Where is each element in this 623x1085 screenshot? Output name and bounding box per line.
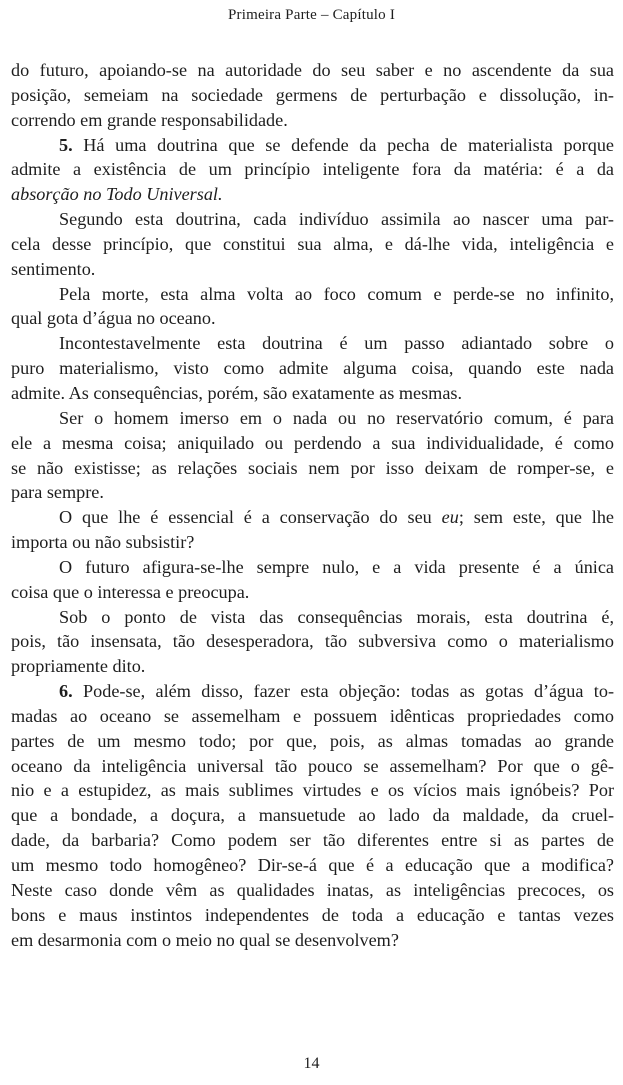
text-line bbox=[11, 182, 614, 207]
text-span: Há uma doutrina que se defende da pecha de materialista porque bbox=[83, 134, 614, 155]
text-line: admite a existência de um princípio inteligente fora da matéria: é a da bbox=[11, 159, 614, 180]
text-line bbox=[11, 133, 614, 158]
paragraph-item-5 bbox=[11, 133, 614, 208]
running-head: Primeira Parte – Capítulo I bbox=[227, 7, 396, 23]
text-line: cela desse princípio, que constitui sua alma, e dá-lhe vida, inteligência e bbox=[11, 233, 614, 254]
text-line: para sempre. bbox=[11, 482, 104, 503]
paragraph-number: 6. bbox=[59, 681, 73, 702]
paragraph-item-6 bbox=[11, 679, 614, 952]
paragraph bbox=[11, 406, 614, 505]
paragraph-continuation bbox=[11, 58, 614, 133]
text-line: puro materialismo, visto como admite alguma coisa, quando este nada bbox=[11, 358, 614, 379]
text-line: Sob o ponto de vista das consequências morais, esta doutrina é, bbox=[59, 606, 614, 627]
body-text bbox=[11, 58, 614, 952]
text-line bbox=[11, 679, 614, 704]
italic-phrase: absorção no Todo Universal. bbox=[11, 184, 223, 205]
text-line: sentimento. bbox=[11, 258, 96, 279]
text-line: O futuro afigura-se-lhe sempre nulo, e a vida presente é a única bbox=[59, 556, 614, 577]
text-span: ; sem este, que lhe bbox=[458, 507, 615, 528]
text-line: pois, tão insensata, tão desesperadora, tão subversiva como o materialismo bbox=[11, 631, 614, 652]
text-line: Incontestavelmente esta doutrina é um passo adiantado sobre o bbox=[59, 333, 614, 354]
text-span: O que lhe é essencial é a conservação do seu bbox=[59, 507, 442, 528]
paragraph bbox=[11, 207, 614, 282]
text-line: Ser o homem imerso em o nada ou no reservatório comum, é para bbox=[59, 407, 614, 428]
text-line: Neste caso donde vêm as qualidades inatas, as inteligências precoces, os bbox=[11, 879, 614, 900]
text-line: admite. As consequências, porém, são exatamente as mesmas. bbox=[11, 382, 463, 403]
text-line: coisa que o interessa e preocupa. bbox=[11, 581, 250, 602]
text-line: do futuro, apoiando-se na autoridade do seu saber e no ascendente da sua bbox=[11, 60, 614, 80]
paragraph bbox=[11, 605, 614, 680]
text-line: dade, da barbaria? Como podem ser tão diferentes entre si as partes de bbox=[11, 830, 614, 851]
text-line: que a bondade, a doçura, a mansuetude ao lado da maldade, da cruel- bbox=[11, 805, 614, 826]
italic-word: eu bbox=[441, 507, 459, 528]
text-line: bons e maus instintos independentes de toda a educação e tantas vezes bbox=[11, 904, 614, 925]
text-line bbox=[11, 505, 614, 530]
paragraph bbox=[11, 282, 614, 332]
text-line: oceano da inteligência universal tão pouco se assemelham? Por que o gê- bbox=[11, 755, 614, 776]
text-line: ele a mesma coisa; aniquilado ou perdendo a sua individualidade, é como bbox=[11, 432, 614, 453]
text-span: Pode-se, além disso, fazer esta objeção: todas as gotas d’água to- bbox=[83, 681, 614, 702]
text-line: partes de um mesmo todo; por que, pois, as almas tomadas ao grande bbox=[11, 730, 614, 751]
text-line: nio e a estupidez, as mais sublimes virtudes e os vícios mais ignóbeis? Por bbox=[11, 780, 614, 801]
text-line: um mesmo todo homogêneo? Dir-se-á que é a educação que a modifica? bbox=[11, 855, 614, 875]
paragraph-number: 5. bbox=[59, 134, 73, 155]
page-number: 14 bbox=[303, 1055, 320, 1072]
text-line: posição, semeiam na sociedade germens de perturbação e dissolução, in- bbox=[11, 84, 614, 105]
text-line: importa ou não subsistir? bbox=[11, 532, 195, 553]
text-line: correndo em grande responsabilidade. bbox=[11, 109, 288, 130]
text-line: Pela morte, esta alma volta ao foco comum e perde-se no infinito, bbox=[59, 283, 614, 304]
text-line: em desarmonia com o meio no qual se desenvolvem? bbox=[11, 929, 399, 950]
text-line: propriamente dito. bbox=[11, 656, 146, 677]
text-line: madas ao oceano se assemelham e possuem idênticas propriedades como bbox=[11, 705, 614, 726]
paragraph bbox=[11, 555, 614, 605]
paragraph bbox=[11, 331, 614, 406]
text-line: Segundo esta doutrina, cada indivíduo assimila ao nascer uma par- bbox=[59, 209, 614, 230]
paragraph bbox=[11, 505, 614, 555]
text-line: se não existisse; as relações sociais nem por isso deixam de romper-se, e bbox=[11, 457, 614, 478]
text-line: qual gota d’água no oceano. bbox=[11, 308, 216, 329]
